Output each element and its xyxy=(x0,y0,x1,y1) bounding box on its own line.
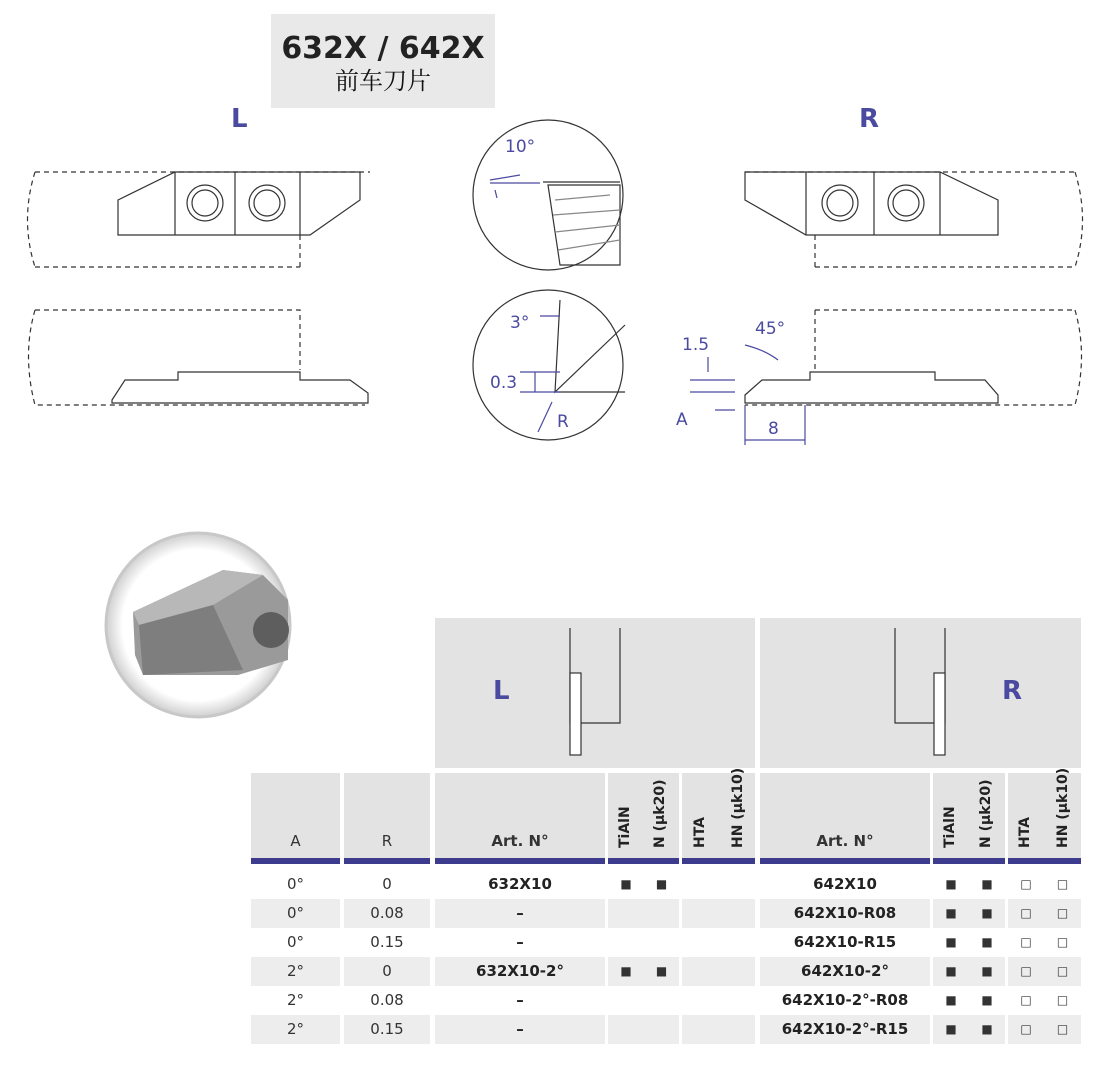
left-group-header xyxy=(435,618,755,768)
col-r: R xyxy=(381,832,393,850)
left-holder-outline xyxy=(35,172,370,267)
right-hand-label: R xyxy=(859,104,880,134)
dim-chamfer: 1.5 xyxy=(682,335,710,355)
detail-clearance-circle xyxy=(473,120,623,270)
insert-photo xyxy=(103,530,293,720)
cell-r-hta: □ xyxy=(1020,993,1032,1007)
cell-l-tialn xyxy=(608,899,644,928)
cell-r-hta: □ xyxy=(1020,935,1032,949)
cell-right: 642X10-2° xyxy=(801,962,889,980)
table-row xyxy=(0,870,1116,899)
cell-a: 2° xyxy=(286,1020,305,1038)
cell-left: 632X10-2° xyxy=(476,962,564,980)
cell-r-n: ■ xyxy=(981,935,993,949)
table-right-label: R xyxy=(1002,676,1023,706)
technical-drawing xyxy=(0,0,1116,470)
cell-r-hn: □ xyxy=(1056,964,1069,978)
cell-r: 0 xyxy=(382,875,392,893)
cell-l-tialn: ■ xyxy=(620,964,632,978)
cell-right: 642X10-R15 xyxy=(793,933,897,951)
cell-left: – xyxy=(516,904,524,922)
model-title: 632X / 642X xyxy=(281,31,485,66)
cell-r-tialn: ■ xyxy=(945,877,957,891)
cell-right: 642X10-2°-R08 xyxy=(781,991,909,1009)
cell-right: 642X10-R08 xyxy=(793,904,897,922)
cell-r-hn: □ xyxy=(1056,993,1069,1007)
cell-r-n: ■ xyxy=(981,964,993,978)
cell-r: 0 xyxy=(382,962,392,980)
col-n-left: N (µk20) xyxy=(652,779,668,848)
cell-r-hta: □ xyxy=(1020,964,1032,978)
cell-r: 0.08 xyxy=(370,904,404,922)
col-n-right: N (µk20) xyxy=(978,779,994,848)
cell-a: 2° xyxy=(286,991,305,1009)
col-hn-left: HN (µk10) xyxy=(730,767,746,848)
cell-r: 0.15 xyxy=(370,933,404,951)
dim-length: 8 xyxy=(768,419,779,439)
table-row xyxy=(0,986,1116,1015)
cell-r-hn: □ xyxy=(1056,877,1069,891)
cell-l-tialn: ■ xyxy=(620,877,632,891)
cell-a: 0° xyxy=(286,904,305,922)
dim-clearance: 10° xyxy=(505,137,536,157)
cell-l-n xyxy=(644,899,679,928)
table-row xyxy=(0,899,1116,928)
cell-left: – xyxy=(516,933,524,951)
table-row xyxy=(0,928,1116,957)
model-subtitle: 前车刀片 xyxy=(335,67,431,95)
dim-radius: R xyxy=(557,412,569,432)
table-row xyxy=(0,1015,1116,1044)
cell-l-tialn xyxy=(608,986,644,1015)
dim-angle45: 45° xyxy=(755,319,786,339)
left-insert-top xyxy=(118,172,360,235)
cell-a: 0° xyxy=(286,875,305,893)
dim-edge-height: 0.3 xyxy=(490,373,518,393)
col-tialn-right: TiAlN xyxy=(942,806,958,848)
detail-edge-circle xyxy=(473,290,623,440)
col-tialn-left: TiAlN xyxy=(617,806,633,848)
col-art-right: Art. N° xyxy=(816,832,874,850)
cell-right: 642X10-2°-R15 xyxy=(781,1020,909,1038)
cell-a: 2° xyxy=(286,962,305,980)
cell-r: 0.08 xyxy=(370,991,404,1009)
cell-left: 632X10 xyxy=(488,875,552,893)
cell-right: 642X10 xyxy=(813,875,877,893)
dim-side-angle: 3° xyxy=(510,313,530,333)
cell-l-n: ■ xyxy=(655,877,668,891)
cell-r-tialn: ■ xyxy=(945,906,957,920)
col-hta-left: HTA xyxy=(692,816,708,848)
cell-l-n xyxy=(644,928,679,957)
cell-r-tialn: ■ xyxy=(945,964,957,978)
cell-l-n xyxy=(644,1015,679,1044)
cell-r-hn: □ xyxy=(1056,1022,1069,1036)
cell-l-n: ■ xyxy=(655,964,668,978)
left-insert-side xyxy=(112,372,368,403)
cell-l-tialn xyxy=(608,928,644,957)
right-insert-side xyxy=(745,372,998,403)
right-insert-top xyxy=(745,172,998,235)
cell-a: 0° xyxy=(286,933,305,951)
cell-l-tialn xyxy=(608,1015,644,1044)
cell-r-tialn: ■ xyxy=(945,1022,957,1036)
table-row xyxy=(0,957,1116,986)
cell-r-hta: □ xyxy=(1020,906,1032,920)
col-art-left: Art. N° xyxy=(491,832,549,850)
cell-r-n: ■ xyxy=(981,1022,993,1036)
col-hta-right: HTA xyxy=(1017,816,1033,848)
cell-r-n: ■ xyxy=(981,877,993,891)
cell-l-n xyxy=(644,986,679,1015)
cell-r-hta: □ xyxy=(1020,1022,1032,1036)
col-a: A xyxy=(290,832,301,850)
col-hn-right: HN (µk10) xyxy=(1055,767,1071,848)
cell-left: – xyxy=(516,991,524,1009)
right-group-header xyxy=(760,618,1081,768)
cell-left: – xyxy=(516,1020,524,1038)
table-left-label: L xyxy=(493,676,510,706)
cell-r-tialn: ■ xyxy=(945,935,957,949)
cell-r-hta: □ xyxy=(1020,877,1032,891)
cell-r-n: ■ xyxy=(981,906,993,920)
cell-r-n: ■ xyxy=(981,993,993,1007)
cell-r-tialn: ■ xyxy=(945,993,957,1007)
cell-r-hn: □ xyxy=(1056,935,1069,949)
dim-a: A xyxy=(676,410,688,430)
left-hand-label: L xyxy=(231,104,248,134)
cell-r-hn: □ xyxy=(1056,906,1069,920)
cell-r: 0.15 xyxy=(370,1020,404,1038)
